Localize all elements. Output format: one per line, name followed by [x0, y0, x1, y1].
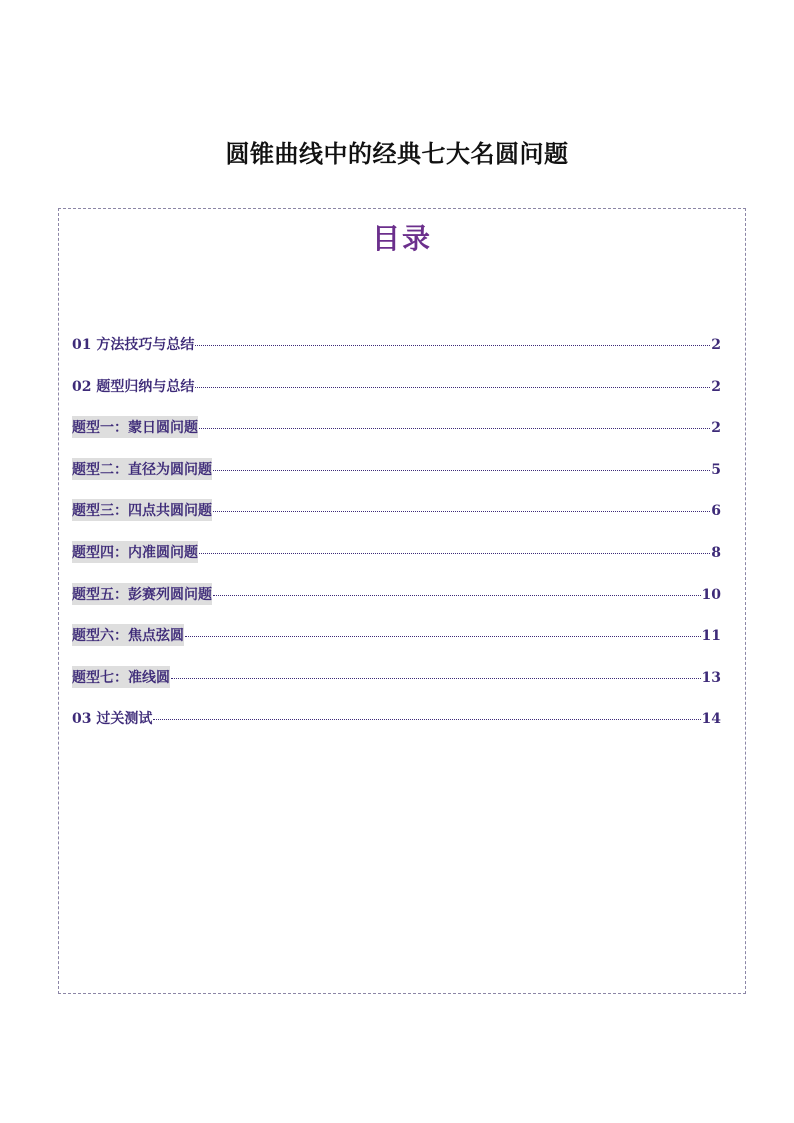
toc-entry-label: 题型一：蒙日圆问题 — [72, 416, 198, 438]
toc-list — [72, 333, 721, 749]
toc-page-number: 13 — [701, 669, 721, 686]
dot-leader — [171, 678, 701, 679]
toc-entry-label: 题型三：四点共圆问题 — [72, 499, 212, 521]
toc-page-number: 10 — [701, 586, 721, 603]
toc-page-number: 14 — [701, 711, 721, 728]
dot-leader — [213, 595, 701, 596]
toc-entry-type-6[interactable] — [72, 624, 721, 666]
dot-leader — [185, 636, 701, 637]
toc-page-number: 11 — [701, 628, 721, 645]
dot-leader — [213, 470, 710, 471]
dot-leader — [213, 511, 710, 512]
dot-leader — [195, 345, 710, 346]
toc-entry-label: 02 题型归纳与总结 — [72, 378, 195, 395]
toc-entry-type-3[interactable] — [72, 499, 721, 541]
toc-page-number: 5 — [711, 461, 721, 478]
dot-leader — [153, 719, 700, 720]
toc-page-number: 8 — [711, 544, 721, 561]
toc-entry-label: 题型五：彭赛列圆问题 — [72, 583, 212, 605]
toc-heading: 目录 — [371, 222, 432, 255]
toc-page-number: 2 — [711, 378, 721, 395]
toc-entry-label: 题型六：焦点弦圆 — [72, 624, 184, 646]
toc-page-number: 2 — [711, 337, 721, 353]
dot-leader — [199, 428, 710, 429]
dot-leader — [195, 387, 710, 388]
toc-entry-label: 01 方法技巧与总结 — [72, 337, 195, 353]
toc-entry-label: 题型七：准线圆 — [72, 666, 170, 688]
toc-entry-methods-summary[interactable] — [72, 333, 721, 375]
table-of-contents-box — [58, 208, 746, 994]
toc-entry-label: 03 过关测试 — [72, 711, 153, 728]
toc-entry-type-2[interactable] — [72, 458, 721, 500]
document-title: 圆锥曲线中的经典七大名圆问题 — [225, 140, 569, 168]
toc-entry-type-4[interactable] — [72, 541, 721, 583]
toc-entry-type-7[interactable] — [72, 666, 721, 708]
toc-entry-type-1[interactable] — [72, 416, 721, 458]
toc-entry-type-5[interactable] — [72, 583, 721, 625]
dot-leader — [199, 553, 710, 554]
toc-page-number: 6 — [711, 503, 721, 520]
toc-entry-label: 题型四：内准圆问题 — [72, 541, 198, 563]
toc-entry-question-types[interactable] — [72, 375, 721, 417]
toc-entry-label: 题型二：直径为圆问题 — [72, 458, 212, 480]
toc-entry-final-test[interactable] — [72, 707, 721, 749]
toc-page-number: 2 — [711, 420, 721, 437]
